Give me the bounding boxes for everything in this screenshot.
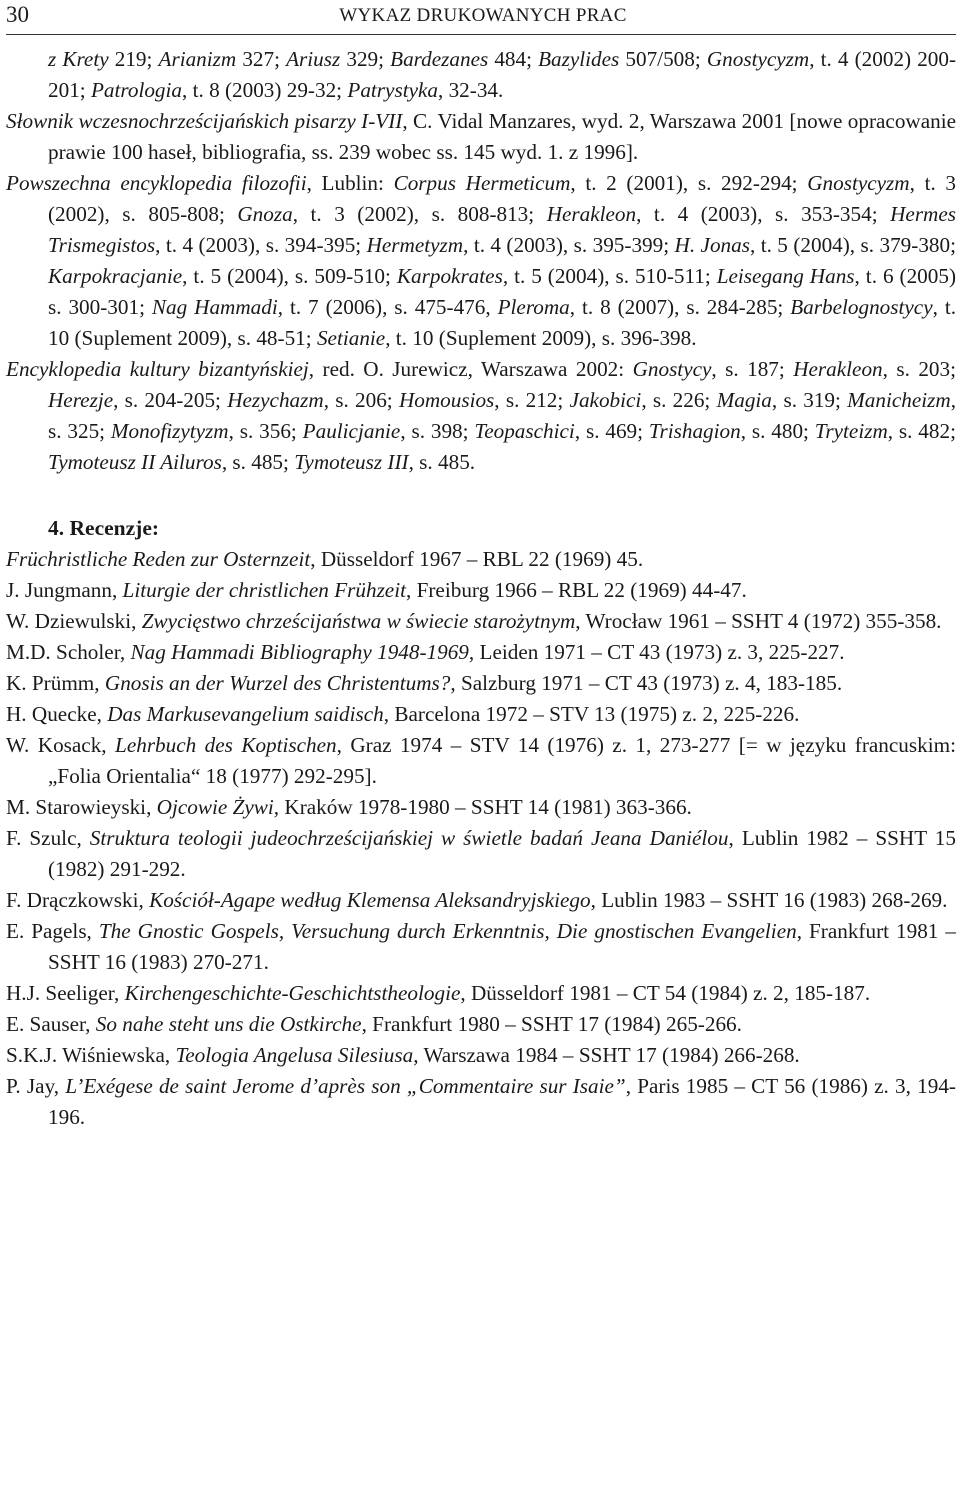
- title-text: Homousios: [398, 388, 495, 412]
- citation-text: , t. 2 (2001), s. 292-294;: [570, 171, 808, 195]
- title-text: Słownik wczesnochrześcijańskich pisarzy I-VII: [6, 109, 403, 133]
- citation-text: , t. 4 (2002) 200-201;: [48, 47, 957, 102]
- title-text: Pleroma: [497, 295, 570, 319]
- citation-text: , s. 356;: [228, 419, 303, 443]
- citation-text: E. Pagels,: [6, 919, 99, 943]
- title-text: Hermetyzm: [366, 233, 464, 257]
- title-text: Früchristliche Reden zur Osternzeit: [6, 547, 311, 571]
- citation-text: , t. 4 (2003), s. 353-354;: [636, 202, 891, 226]
- citation-text: P. Jay,: [6, 1074, 66, 1098]
- citation-text: , 32-34.: [437, 78, 504, 102]
- title-text: Nag Hammadi: [151, 295, 278, 319]
- citation-text: K. Prümm,: [6, 671, 105, 695]
- citation-text: , s. 482;: [887, 419, 956, 443]
- review-entry: [6, 1009, 956, 1040]
- citation-text: , t. 3 (2002), s. 805-808;: [48, 171, 956, 226]
- citation-text: W. Dziewulski,: [6, 609, 142, 633]
- citation-text: , s. 203;: [882, 357, 956, 381]
- title-text: Das Markusevangelium saidisch: [107, 702, 384, 726]
- title-text: Bazylides: [538, 47, 620, 71]
- citation-text: , red. O. Jurewicz, Warszawa 2002:: [308, 357, 633, 381]
- main-content: [6, 44, 956, 1133]
- citation-text: , Kraków 1978-1980 – SSHT 14 (1981) 363-366.: [273, 795, 692, 819]
- reviews-list: [6, 544, 956, 1133]
- title-text: Hermes Trismegistos: [48, 202, 957, 257]
- section-heading: 4. Recenzje:: [48, 516, 160, 540]
- citation-text: , Frankfurt 1981 – SSHT 16 (1983) 270-271.: [48, 919, 957, 974]
- header-rule: [6, 34, 956, 35]
- review-entry: [6, 544, 956, 575]
- citation-text: , t. 8 (2007), s. 284-285;: [569, 295, 791, 319]
- citation-text: , t. 6 (2005) s. 300-301;: [48, 264, 957, 319]
- citation-text: , s. 485.: [408, 450, 476, 474]
- review-entry: [6, 1040, 956, 1071]
- citation-text: H.J. Seeliger,: [6, 981, 125, 1005]
- review-entry: [6, 1071, 956, 1133]
- citation-text: E. Sauser,: [6, 1012, 96, 1036]
- citation-text: , t. 5 (2004), s. 509-510;: [182, 264, 397, 288]
- citation-text: , t. 3 (2002), s. 808-813;: [292, 202, 547, 226]
- bibliography-entry: [6, 44, 956, 106]
- citation-text: 219;: [108, 47, 159, 71]
- title-text: Encyklopedia kultury bizantyńskiej: [6, 357, 309, 381]
- title-text: Herezje: [48, 388, 114, 412]
- title-text: Magia: [716, 388, 772, 412]
- title-text: Liturgie der christlichen Frühzeit: [122, 578, 406, 602]
- title-text: Herakleon: [546, 202, 637, 226]
- citation-text: , t. 10 (Suplement 2009), s. 48-51;: [48, 295, 957, 350]
- title-text: Patrystyka: [347, 78, 438, 102]
- review-entry: [6, 575, 956, 606]
- citation-text: , s. 187;: [711, 357, 794, 381]
- title-text: Trishagion: [648, 419, 741, 443]
- citation-text: , t. 5 (2004), s. 510-511;: [502, 264, 717, 288]
- citation-text: , Frankfurt 1980 – SSHT 17 (1984) 265-266.: [361, 1012, 742, 1036]
- title-text: Zwycięstwo chrześcijaństwa w świecie starożytnym: [141, 609, 576, 633]
- title-text: Barbelognostycy: [790, 295, 933, 319]
- review-entry: [6, 823, 956, 885]
- citation-text: , s. 485;: [221, 450, 295, 474]
- review-entry: [6, 637, 956, 668]
- citation-text: S.K.J. Wiśniewska,: [6, 1043, 176, 1067]
- citation-text: , t. 4 (2003), s. 394-395;: [155, 233, 367, 257]
- citation-text: , s. 398;: [400, 419, 475, 443]
- citation-text: , Paris 1985 – CT 56 (1986) z. 3, 194-196.: [48, 1074, 956, 1129]
- citation-text: , Düsseldorf 1981 – CT 54 (1984) z. 2, 185-187.: [460, 981, 871, 1005]
- title-text: H. Jonas: [674, 233, 750, 257]
- title-text: Nag Hammadi Bibliography 1948-1969: [130, 640, 469, 664]
- title-text: Leisegang Hans: [716, 264, 855, 288]
- citation-text: , s. 469;: [574, 419, 649, 443]
- title-text: Herakleon: [793, 357, 883, 381]
- citation-text: , Warszawa 1984 – SSHT 17 (1984) 266-268.: [413, 1043, 800, 1067]
- title-text: Bardezanes: [390, 47, 489, 71]
- citation-text: , t. 10 (Suplement 2009), s. 396-398.: [385, 326, 697, 350]
- review-entry: [6, 885, 956, 916]
- title-text: So nahe steht uns die Ostkirche: [95, 1012, 362, 1036]
- citation-text: , t. 7 (2006), s. 475-476,: [277, 295, 498, 319]
- title-text: Manicheizm: [847, 388, 951, 412]
- review-entry: [6, 606, 956, 637]
- citation-text: , C. Vidal Manzares, wyd. 2, Warszawa 2001 [nowe opracowanie prawie 100 haseł, bibliografia, ss. 239 wobec ss. 145 wyd. 1. z 1996].: [48, 109, 957, 164]
- title-text: Lehrbuch des Koptischen: [115, 733, 337, 757]
- citation-text: W. Kosack,: [6, 733, 116, 757]
- title-text: Corpus Hermeticum: [393, 171, 571, 195]
- title-text: Teologia Angelusa Silesiusa: [175, 1043, 414, 1067]
- citation-text: J. Jungmann,: [6, 578, 123, 602]
- citation-text: , Leiden 1971 – CT 43 (1973) z. 3, 225-227.: [468, 640, 845, 664]
- citation-text: 329;: [340, 47, 391, 71]
- citation-text: , Salzburg 1971 – CT 43 (1973) z. 4, 183-185.: [450, 671, 843, 695]
- title-text: Karpokrates: [396, 264, 503, 288]
- review-entry: [6, 978, 956, 1009]
- title-text: Paulicjanie: [302, 419, 401, 443]
- bibliography-entry: [6, 106, 956, 168]
- title-text: z Krety: [48, 47, 109, 71]
- citation-text: , Lublin 1982 – SSHT 15 (1982) 291-292.: [48, 826, 956, 881]
- page-number: 30: [6, 2, 29, 27]
- citation-text: , Lublin:: [306, 171, 394, 195]
- citation-text: , Düsseldorf 1967 – RBL 22 (1969) 45.: [310, 547, 644, 571]
- title-text: Tymoteusz II Ailuros: [48, 450, 222, 474]
- title-text: Struktura teologii judeochrześcijańskiej w świetle badań Jeana Daniélou: [89, 826, 729, 850]
- title-text: Ojcowie Żywi: [156, 795, 274, 819]
- title-text: Teopaschici: [474, 419, 575, 443]
- citation-text: F. Szulc,: [6, 826, 90, 850]
- citation-text: M. Starowieyski,: [6, 795, 157, 819]
- title-text: Arianizm: [158, 47, 237, 71]
- title-text: Ariusz: [286, 47, 341, 71]
- citation-text: 484;: [488, 47, 539, 71]
- citation-text: , Graz 1974 – STV 14 (1976) z. 1, 273-277 [= w języku francuskim: „Folia Orientalia“ 18 (1977) 292-295].: [48, 733, 956, 788]
- title-text: Hezychazm: [227, 388, 324, 412]
- title-text: Gnostycyzm: [807, 171, 910, 195]
- citation-text: , s. 480;: [740, 419, 815, 443]
- citation-text: , s. 325;: [48, 388, 957, 443]
- citation-text: , Wrocław 1961 – SSHT 4 (1972) 355-358.: [575, 609, 942, 633]
- title-text: Tryteizm: [814, 419, 888, 443]
- citation-text: , Freiburg 1966 – RBL 22 (1969) 44-47.: [406, 578, 747, 602]
- review-entry: [6, 730, 956, 792]
- citation-text: , s. 206;: [323, 388, 399, 412]
- citation-text: , t. 5 (2004), s. 379-380;: [749, 233, 956, 257]
- title-text: Gnoza: [237, 202, 293, 226]
- running-head: [6, 2, 960, 32]
- title-text: Karpokracjanie: [48, 264, 183, 288]
- citation-text: 327;: [236, 47, 287, 71]
- title-text: Patrologia: [90, 78, 182, 102]
- citation-text: , s. 226;: [641, 388, 717, 412]
- citation-text: , s. 212;: [494, 388, 570, 412]
- title-text: The Gnostic Gospels, Versuchung durch Erkenntnis, Die gnostischen Evangelien: [98, 919, 797, 943]
- title-text: Tymoteusz III: [294, 450, 409, 474]
- review-entry: [6, 792, 956, 823]
- review-entry: [6, 699, 956, 730]
- citation-text: , Lublin 1983 – SSHT 16 (1983) 268-269.: [590, 888, 948, 912]
- citation-text: , s. 204-205;: [113, 388, 228, 412]
- review-entry: [6, 668, 956, 699]
- title-text: Gnosis an der Wurzel des Christentums?: [104, 671, 451, 695]
- title-text: Gnostycyzm: [706, 47, 810, 71]
- title-text: Powszechna encyklopedia filozofii: [6, 171, 307, 195]
- title-text: Gnostycy: [632, 357, 712, 381]
- citation-text: , Barcelona 1972 – STV 13 (1975) z. 2, 225-226.: [383, 702, 800, 726]
- running-head-title: WYKAZ DRUKOWANYCH PRAC: [339, 5, 627, 26]
- title-text: Kościół-Agape według Klemensa Aleksandryjskiego: [149, 888, 591, 912]
- title-text: Jakobici: [569, 388, 642, 412]
- citation-text: H. Quecke,: [6, 702, 108, 726]
- bibliography-entry: [6, 354, 956, 478]
- title-text: L’Exégese de saint Jerome d’après son „Commentaire sur Isaie”: [65, 1074, 626, 1098]
- title-text: Setianie: [316, 326, 386, 350]
- citation-text: 507/508;: [619, 47, 707, 71]
- title-text: Kirchengeschichte-Geschichtstheologie: [124, 981, 461, 1005]
- citation-text: , s. 319;: [771, 388, 848, 412]
- citation-text: F. Drączkowski,: [6, 888, 150, 912]
- bibliography-entry: [6, 168, 956, 354]
- citation-text: , t. 8 (2003) 29-32;: [182, 78, 348, 102]
- review-entry: [6, 916, 956, 978]
- citation-text: , t. 4 (2003), s. 395-399;: [463, 233, 675, 257]
- citation-text: M.D. Scholer,: [6, 640, 131, 664]
- title-text: Monofizytyzm: [110, 419, 229, 443]
